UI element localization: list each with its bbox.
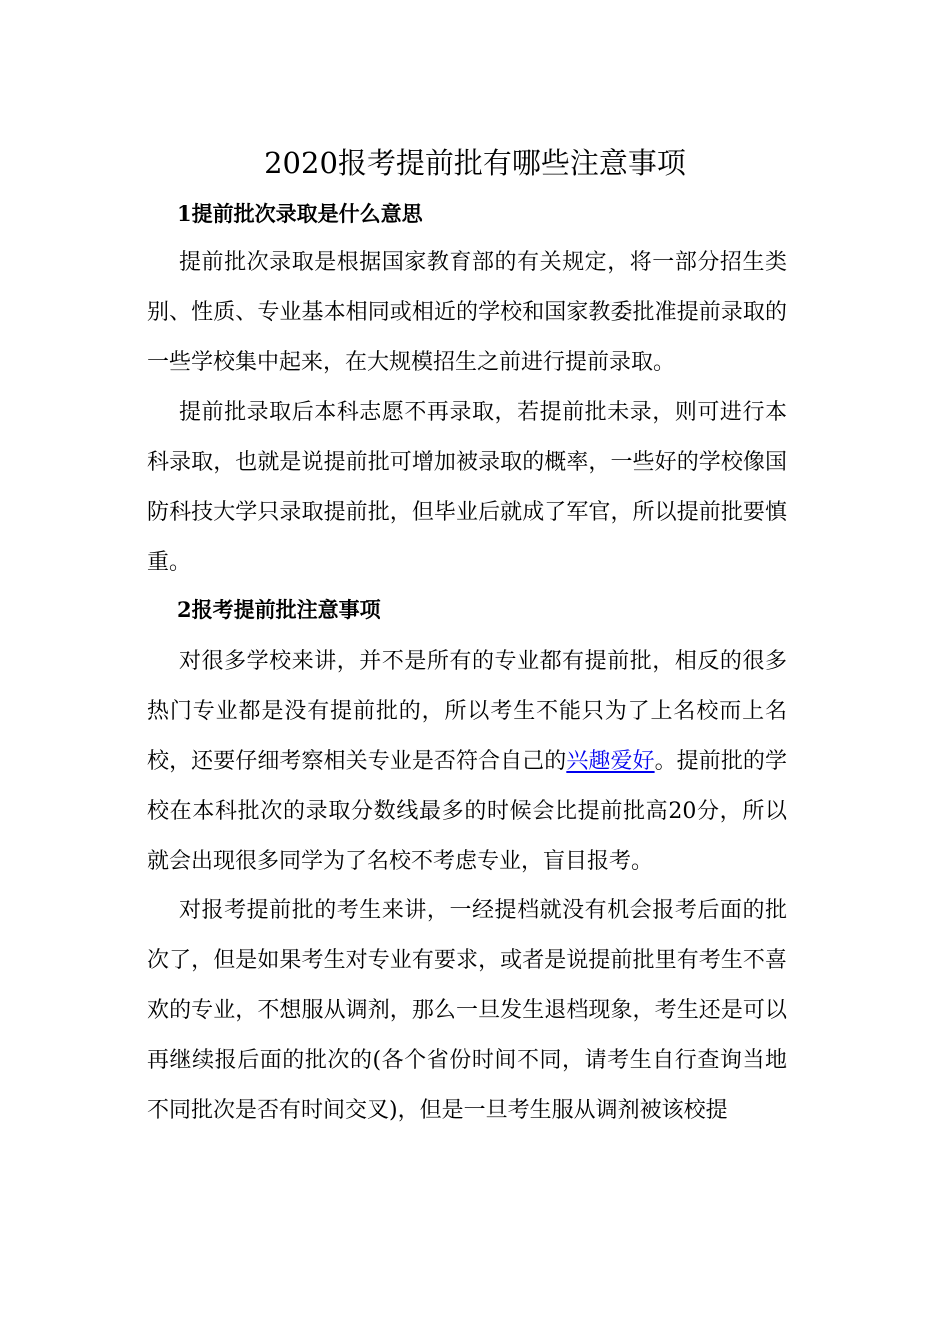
- section-1-heading: 1提前批次录取是什么意思: [177, 201, 423, 226]
- interest-hobby-link[interactable]: 兴趣爱好: [566, 749, 655, 774]
- document-title: 2020报考提前批有哪些注意事项: [264, 146, 686, 180]
- section-1-paragraph-1: 提前批次录取是根据国家教育部的有关规定，将一部分招生类别、性质、专业基本相同或相近的学校和国家教委批准提前录取的一些学校集中起来，在大规模招生之前进行提前录取。: [147, 250, 787, 375]
- section-2-paragraph-1: [147, 637, 787, 887]
- paragraph-text-after-link: 。提前批的学校在本科批次的录取分数线最多的时候会比提前批高20分，所以就会出现很多同学为了名校不考虑专业，盲目报考。: [147, 749, 787, 874]
- section-2-heading: 2报考提前批注意事项: [177, 597, 381, 622]
- paragraph-text-before-link: 对很多学校来讲，并不是所有的专业都有提前批，相反的很多热门专业都是没有提前批的，所以考生不能只为了上名校而上名校，还要仔细考察相关专业是否符合自己的: [147, 649, 787, 774]
- section-1-paragraph-2: 提前批录取后本科志愿不再录取，若提前批未录，则可进行本科录取，也就是说提前批可增加被录取的概率，一些好的学校像国防科技大学只录取提前批，但毕业后就成了军官，所以提前批要慎重。: [147, 400, 787, 575]
- section-2-paragraph-2: 对报考提前批的考生来讲，一经提档就没有机会报考后面的批次了，但是如果考生对专业有要求，或者是说提前批里有考生不喜欢的专业，不想服从调剂，那么一旦发生退档现象，考生还是可以再继续报后面的批次的(各个省份时间不同，请考生自行查询当地不同批次是否有时间交叉)，但是一旦考生服从调剂被该校提: [147, 898, 787, 1123]
